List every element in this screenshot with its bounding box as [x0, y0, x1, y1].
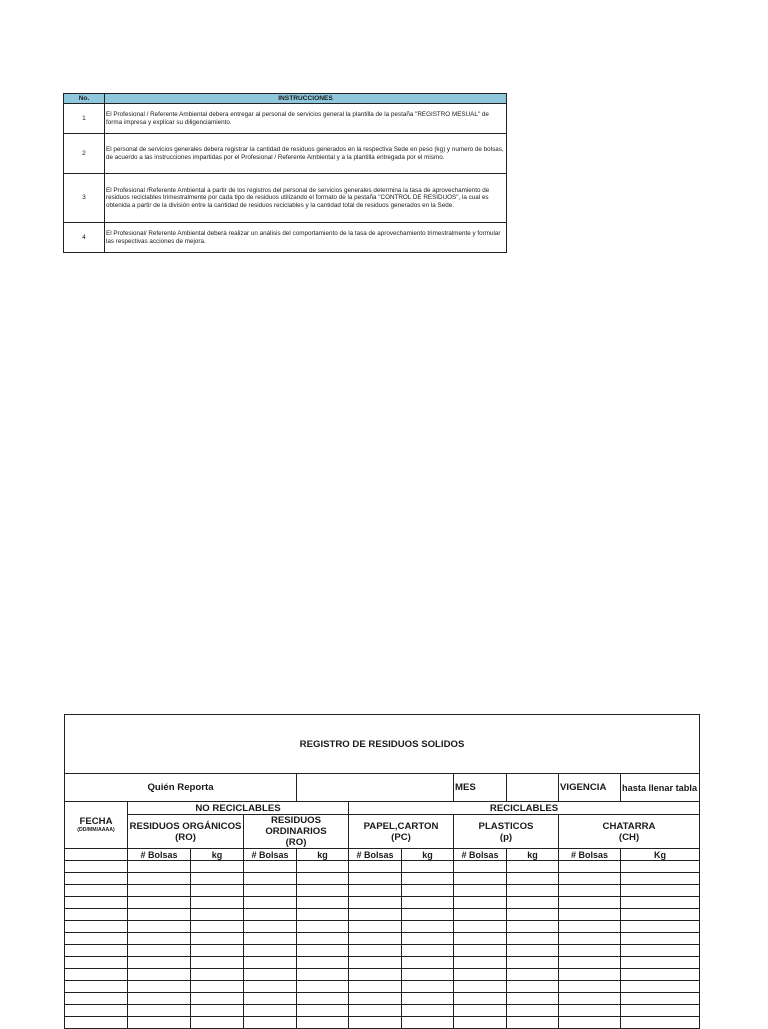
entry-cell[interactable] — [191, 873, 244, 885]
entry-cell[interactable] — [191, 885, 244, 897]
entry-cell[interactable] — [191, 861, 244, 873]
entry-cell[interactable] — [244, 969, 297, 981]
entry-cell[interactable] — [191, 933, 244, 945]
entry-cell[interactable] — [621, 861, 700, 873]
entry-cell[interactable] — [244, 1005, 297, 1017]
data-row — [65, 909, 700, 921]
quien-reporta-field[interactable] — [297, 774, 454, 802]
entry-cell[interactable] — [559, 969, 621, 981]
fecha-label: FECHA — [79, 816, 113, 827]
entry-cell[interactable] — [402, 873, 454, 885]
entry-cell[interactable] — [244, 981, 297, 993]
entry-cell[interactable] — [297, 885, 349, 897]
unit-bolsas: # Bolsas — [349, 849, 402, 861]
entry-cell[interactable] — [454, 885, 507, 897]
category-organicos — [128, 815, 244, 849]
fecha-cell[interactable] — [65, 873, 128, 885]
category-code: (p) — [499, 831, 513, 843]
entry-cell[interactable] — [191, 1017, 244, 1029]
entry-cell[interactable] — [349, 909, 402, 921]
entry-cell[interactable] — [402, 933, 454, 945]
entry-cell[interactable] — [402, 981, 454, 993]
fecha-cell[interactable] — [65, 885, 128, 897]
category-code: (CH) — [618, 831, 640, 843]
entry-cell[interactable] — [402, 957, 454, 969]
data-row — [65, 897, 700, 909]
mes-field[interactable] — [507, 774, 559, 802]
entry-cell[interactable] — [191, 957, 244, 969]
entry-cell[interactable] — [621, 1017, 700, 1029]
entry-cell[interactable] — [454, 957, 507, 969]
instruction-text: El personal de servicios generales debera registrar la cantidad de residuos generados en la respectiva Sede en peso (kg) y numero de bolsas, de acuerdo a las instrucciones impartidas por el Profesional / Referente Ambiental y a la plantilla entregada por el mismo. — [105, 134, 507, 174]
data-row — [65, 921, 700, 933]
unit-bolsas: # Bolsas — [244, 849, 297, 861]
entry-cell[interactable] — [402, 921, 454, 933]
entry-cell[interactable] — [454, 897, 507, 909]
entry-cell[interactable] — [507, 957, 559, 969]
unit-kg: kg — [507, 849, 559, 861]
entry-cell[interactable] — [454, 969, 507, 981]
entry-cell[interactable] — [349, 969, 402, 981]
entry-cell[interactable] — [349, 981, 402, 993]
entry-cell[interactable] — [128, 957, 191, 969]
entry-cell[interactable] — [621, 993, 700, 1005]
entry-cell[interactable] — [454, 1005, 507, 1017]
unit-bolsas: # Bolsas — [454, 849, 507, 861]
entry-cell[interactable] — [297, 873, 349, 885]
entry-cell[interactable] — [349, 897, 402, 909]
entry-cell[interactable] — [128, 885, 191, 897]
instructions-table — [63, 93, 507, 253]
entry-cell[interactable] — [297, 993, 349, 1005]
entry-cell[interactable] — [621, 969, 700, 981]
entry-cell[interactable] — [191, 921, 244, 933]
fecha-cell[interactable] — [65, 1005, 128, 1017]
entry-cell[interactable] — [621, 957, 700, 969]
entry-cell[interactable] — [621, 945, 700, 957]
entry-cell[interactable] — [402, 1005, 454, 1017]
unit-kg: Kg — [621, 849, 700, 861]
entry-cell[interactable] — [191, 897, 244, 909]
entry-cell[interactable] — [559, 993, 621, 1005]
entry-cell[interactable] — [349, 933, 402, 945]
entry-cell[interactable] — [559, 873, 621, 885]
entry-cell[interactable] — [349, 957, 402, 969]
entry-cell[interactable] — [128, 969, 191, 981]
entry-cell[interactable] — [621, 933, 700, 945]
entry-cell[interactable] — [191, 981, 244, 993]
instruction-number: 2 — [64, 134, 105, 174]
entry-cell[interactable] — [507, 945, 559, 957]
data-row — [65, 945, 700, 957]
category-name: RESIDUOS ORDINARIOS — [265, 815, 327, 837]
header-instructions: INSTRUCCIONES — [105, 94, 507, 104]
entry-cell[interactable] — [454, 933, 507, 945]
entry-cell[interactable] — [621, 909, 700, 921]
instruction-text: El Profesional /Referente Ambiental a partir de los registros del personal de servicios generales determina la tasa de aprovechamiento de residuos reciclables trimestralmente por cada tipo de residuos utilizando el formato de la pestaña "CONTROL DE RESIDUOS", la cual es obtenida a partir de la división entre la cantidad de residuos reciclables y la cantidad total de residuos generados en la Sede. — [105, 174, 507, 223]
category-name: CHATARRA — [602, 820, 656, 832]
category-plasticos — [454, 815, 559, 849]
entry-cell[interactable] — [507, 861, 559, 873]
entry-cell[interactable] — [559, 921, 621, 933]
entry-cell[interactable] — [559, 885, 621, 897]
entry-cell[interactable] — [128, 981, 191, 993]
entry-cell[interactable] — [621, 885, 700, 897]
entry-cell[interactable] — [349, 921, 402, 933]
fecha-cell[interactable] — [65, 933, 128, 945]
instruction-number: 1 — [64, 104, 105, 134]
entry-cell[interactable] — [244, 897, 297, 909]
no-reciclables-header: NO RECICLABLES — [128, 802, 349, 815]
entry-cell[interactable] — [297, 921, 349, 933]
data-row — [65, 1017, 700, 1029]
entry-cell[interactable] — [507, 921, 559, 933]
entry-cell[interactable] — [507, 933, 559, 945]
entry-cell[interactable] — [244, 945, 297, 957]
entry-cell[interactable] — [454, 981, 507, 993]
register-title: REGISTRO DE RESIDUOS SOLIDOS — [65, 715, 700, 774]
entry-cell[interactable] — [128, 993, 191, 1005]
units-row — [65, 849, 700, 861]
entry-cell[interactable] — [128, 921, 191, 933]
entry-cell[interactable] — [349, 945, 402, 957]
data-rows — [65, 861, 700, 1029]
entry-cell[interactable] — [507, 969, 559, 981]
instruction-row — [64, 223, 507, 253]
entry-cell[interactable] — [349, 993, 402, 1005]
entry-cell[interactable] — [402, 945, 454, 957]
fecha-cell[interactable] — [65, 993, 128, 1005]
entry-cell[interactable] — [559, 957, 621, 969]
entry-cell[interactable] — [621, 921, 700, 933]
entry-cell[interactable] — [128, 933, 191, 945]
entry-cell[interactable] — [454, 873, 507, 885]
data-row — [65, 873, 700, 885]
entry-cell[interactable] — [244, 1017, 297, 1029]
entry-cell[interactable] — [454, 861, 507, 873]
instruction-number: 4 — [64, 223, 105, 253]
unit-bolsas: # Bolsas — [559, 849, 621, 861]
entry-cell[interactable] — [128, 861, 191, 873]
entry-cell[interactable] — [402, 1017, 454, 1029]
entry-cell[interactable] — [191, 945, 244, 957]
data-row — [65, 861, 700, 873]
entry-cell[interactable] — [559, 933, 621, 945]
entry-cell[interactable] — [349, 861, 402, 873]
entry-cell[interactable] — [454, 909, 507, 921]
instructions-header-row — [64, 94, 507, 104]
entry-cell[interactable] — [349, 873, 402, 885]
entry-cell[interactable] — [297, 933, 349, 945]
entry-cell[interactable] — [559, 861, 621, 873]
entry-cell[interactable] — [402, 897, 454, 909]
entry-cell[interactable] — [128, 873, 191, 885]
entry-cell[interactable] — [621, 897, 700, 909]
entry-cell[interactable] — [507, 981, 559, 993]
category-chatarra — [559, 815, 700, 849]
fecha-cell[interactable] — [65, 969, 128, 981]
category-ordinarios — [244, 815, 349, 849]
instruction-text: El Profesional/ Referente Ambiental deberá realizar un análisis del comportamiento de la tasa de aprovechamiento trimestralmente y formular las respectivas acciones de mejora. — [105, 223, 507, 253]
category-papel-carton — [349, 815, 454, 849]
entry-cell[interactable] — [244, 861, 297, 873]
entry-cell[interactable] — [454, 993, 507, 1005]
category-name: RESIDUOS ORGÁNICOS — [129, 820, 242, 832]
fecha-header — [65, 802, 128, 849]
fecha-cell[interactable] — [65, 861, 128, 873]
entry-cell[interactable] — [244, 993, 297, 1005]
entry-cell[interactable] — [244, 909, 297, 921]
data-row — [65, 885, 700, 897]
vigencia-label: VIGENCIA — [559, 774, 621, 802]
quien-reporta-label: Quién Reporta — [65, 774, 297, 802]
entry-cell[interactable] — [297, 1017, 349, 1029]
entry-cell[interactable] — [454, 945, 507, 957]
entry-cell[interactable] — [402, 861, 454, 873]
hasta-llenar-note: hasta llenar tabla — [621, 774, 700, 802]
entry-cell[interactable] — [559, 981, 621, 993]
entry-cell[interactable] — [128, 1017, 191, 1029]
fecha-cell[interactable] — [65, 909, 128, 921]
category-code: (RO) — [285, 837, 307, 848]
entry-cell[interactable] — [402, 885, 454, 897]
unit-bolsas: # Bolsas — [128, 849, 191, 861]
mes-label: MES — [454, 774, 507, 802]
fecha-cell[interactable] — [65, 981, 128, 993]
instruction-row — [64, 104, 507, 134]
entry-cell[interactable] — [244, 873, 297, 885]
data-row — [65, 1005, 700, 1017]
fecha-cell[interactable] — [65, 957, 128, 969]
instruction-row — [64, 174, 507, 223]
entry-cell[interactable] — [621, 981, 700, 993]
entry-cell[interactable] — [297, 1005, 349, 1017]
entry-cell[interactable] — [621, 1005, 700, 1017]
entry-cell[interactable] — [297, 945, 349, 957]
fecha-cell[interactable] — [65, 921, 128, 933]
entry-cell[interactable] — [349, 885, 402, 897]
category-code: (PC) — [391, 831, 411, 843]
entry-cell[interactable] — [244, 933, 297, 945]
entry-cell[interactable] — [297, 861, 349, 873]
entry-cell[interactable] — [244, 885, 297, 897]
category-code: (RO) — [175, 831, 196, 843]
data-row — [65, 957, 700, 969]
fecha-format: (DD/MM/AAAA) — [77, 827, 115, 833]
entry-cell[interactable] — [559, 897, 621, 909]
entry-cell[interactable] — [454, 921, 507, 933]
entry-cell[interactable] — [297, 957, 349, 969]
header-no: No. — [64, 94, 105, 104]
entry-cell[interactable] — [191, 909, 244, 921]
entry-cell[interactable] — [621, 873, 700, 885]
unit-kg: kg — [297, 849, 349, 861]
entry-cell[interactable] — [128, 945, 191, 957]
entry-cell[interactable] — [128, 909, 191, 921]
unit-cell-empty — [65, 849, 128, 861]
instruction-row — [64, 134, 507, 174]
entry-cell[interactable] — [559, 1005, 621, 1017]
entry-cell[interactable] — [349, 1017, 402, 1029]
entry-cell[interactable] — [507, 885, 559, 897]
entry-cell[interactable] — [507, 1005, 559, 1017]
entry-cell[interactable] — [191, 993, 244, 1005]
entry-cell[interactable] — [244, 921, 297, 933]
instruction-text: El Profesional / Referente Ambiental debera entregar al personal de servicios general la plantilla de la pestaña "REGISTRO MESUAL" de forma impresa y explicar su diligenciamiento. — [105, 104, 507, 134]
entry-cell[interactable] — [559, 909, 621, 921]
data-row — [65, 993, 700, 1005]
fecha-cell[interactable] — [65, 945, 128, 957]
entry-cell[interactable] — [128, 897, 191, 909]
waste-register-form — [64, 714, 700, 1029]
entry-cell[interactable] — [402, 969, 454, 981]
entry-cell[interactable] — [507, 909, 559, 921]
entry-cell[interactable] — [297, 981, 349, 993]
fecha-cell[interactable] — [65, 1017, 128, 1029]
entry-cell[interactable] — [559, 945, 621, 957]
entry-cell[interactable] — [191, 1005, 244, 1017]
entry-cell[interactable] — [297, 909, 349, 921]
entry-cell[interactable] — [507, 993, 559, 1005]
entry-cell[interactable] — [191, 969, 244, 981]
reciclables-header: RECICLABLES — [349, 802, 700, 815]
entry-cell[interactable] — [507, 1017, 559, 1029]
unit-kg: kg — [402, 849, 454, 861]
category-name: PLASTICOS — [478, 820, 534, 832]
fecha-cell[interactable] — [65, 897, 128, 909]
data-row — [65, 981, 700, 993]
category-name: PAPEL,CARTON — [363, 820, 439, 832]
entry-cell[interactable] — [507, 873, 559, 885]
entry-cell[interactable] — [297, 897, 349, 909]
entry-cell[interactable] — [402, 909, 454, 921]
data-row — [65, 933, 700, 945]
entry-cell[interactable] — [297, 969, 349, 981]
unit-kg: kg — [191, 849, 244, 861]
entry-cell[interactable] — [128, 1005, 191, 1017]
entry-cell[interactable] — [507, 897, 559, 909]
entry-cell[interactable] — [559, 1017, 621, 1029]
entry-cell[interactable] — [349, 1005, 402, 1017]
entry-cell[interactable] — [244, 957, 297, 969]
instruction-number: 3 — [64, 174, 105, 223]
entry-cell[interactable] — [454, 1017, 507, 1029]
entry-cell[interactable] — [402, 993, 454, 1005]
data-row — [65, 969, 700, 981]
